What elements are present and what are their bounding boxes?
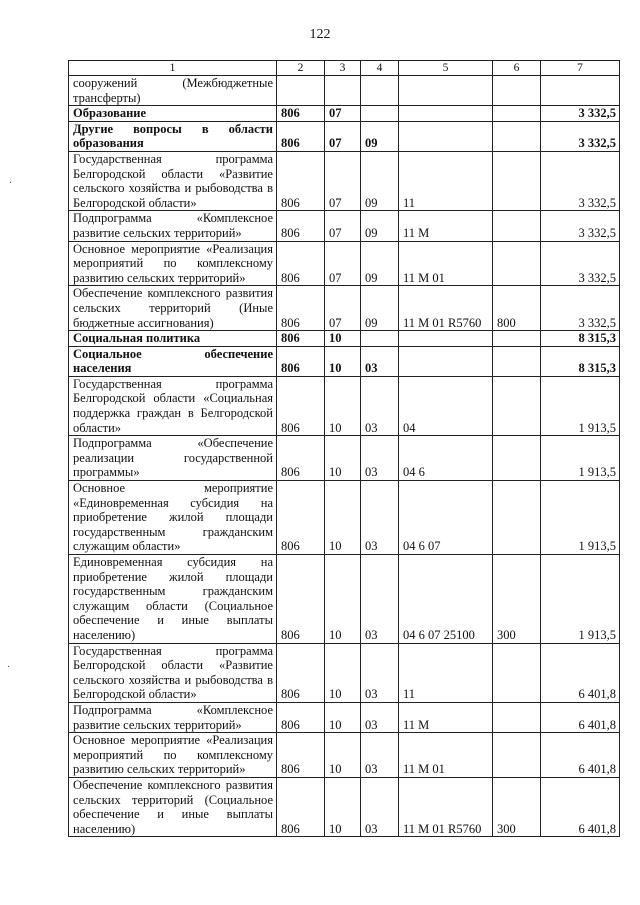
target-article-code: 11 М 01 bbox=[399, 733, 493, 778]
target-article-code: 04 6 bbox=[399, 436, 493, 481]
table-row bbox=[69, 481, 620, 555]
column-header: 5 bbox=[399, 61, 493, 76]
section-code: 10 bbox=[325, 436, 361, 481]
row-name: Подпрограмма «Комплексное развитие сельских территорий» bbox=[69, 702, 277, 732]
section-code: 07 bbox=[325, 211, 361, 241]
section-code bbox=[325, 76, 361, 106]
amount: 3 332,5 bbox=[541, 286, 620, 331]
ministry-code: 806 bbox=[277, 733, 325, 778]
expense-type-code: 800 bbox=[493, 286, 541, 331]
page-number: 122 bbox=[309, 27, 331, 42]
target-article-code: 11 М 01 bbox=[399, 241, 493, 286]
row-name: Основное мероприятие «Реализация мероприятий по комплексному развитию сельских территорий» bbox=[69, 241, 277, 286]
expense-type-code bbox=[493, 121, 541, 151]
subsection-code: 03 bbox=[361, 702, 399, 732]
ministry-code: 806 bbox=[277, 643, 325, 702]
table-row bbox=[69, 121, 620, 151]
expense-type-code bbox=[493, 436, 541, 481]
subsection-code: 09 bbox=[361, 211, 399, 241]
scan-mark: · bbox=[7, 662, 11, 673]
row-name: Обеспечение комплексного развития сельских территорий (Иные бюджетные ассигнования) bbox=[69, 286, 277, 331]
subsection-code: 03 bbox=[361, 436, 399, 481]
column-header: 6 bbox=[493, 61, 541, 76]
subsection-code: 09 bbox=[361, 241, 399, 286]
expense-type-code bbox=[493, 376, 541, 435]
target-article-code bbox=[399, 121, 493, 151]
column-header: 4 bbox=[361, 61, 399, 76]
ministry-code: 806 bbox=[277, 555, 325, 644]
amount: 6 401,8 bbox=[541, 643, 620, 702]
table-row bbox=[69, 436, 620, 481]
expense-type-code: 300 bbox=[493, 555, 541, 644]
column-header: 2 bbox=[277, 61, 325, 76]
amount: 3 332,5 bbox=[541, 241, 620, 286]
table-row bbox=[69, 643, 620, 702]
subsection-code: 03 bbox=[361, 346, 399, 376]
expense-type-code bbox=[493, 331, 541, 347]
row-name: Образование bbox=[69, 106, 277, 122]
target-article-code bbox=[399, 346, 493, 376]
amount: 8 315,3 bbox=[541, 346, 620, 376]
ministry-code: 806 bbox=[277, 346, 325, 376]
row-name: Основное мероприятие «Реализация мероприятий по комплексному развитию сельских территорий» bbox=[69, 733, 277, 778]
table-row bbox=[69, 151, 620, 210]
target-article-code: 11 М bbox=[399, 702, 493, 732]
subsection-code: 09 bbox=[361, 151, 399, 210]
expense-type-code bbox=[493, 106, 541, 122]
subsection-code: 03 bbox=[361, 481, 399, 555]
amount: 1 913,5 bbox=[541, 376, 620, 435]
amount: 6 401,8 bbox=[541, 777, 620, 836]
target-article-code: 04 6 07 bbox=[399, 481, 493, 555]
ministry-code: 806 bbox=[277, 106, 325, 122]
column-header: 1 bbox=[69, 61, 277, 76]
target-article-code: 11 М 01 R5760 bbox=[399, 286, 493, 331]
section-code: 10 bbox=[325, 481, 361, 555]
row-name: Обеспечение комплексного развития сельских территорий (Социальное обеспечение и иные выплаты населению) bbox=[69, 777, 277, 836]
subsection-code bbox=[361, 331, 399, 347]
row-name: Основное мероприятие «Единовременная субсидия на приобретение жилой площади государственным гражданским служащим области» bbox=[69, 481, 277, 555]
amount: 8 315,3 bbox=[541, 331, 620, 347]
section-code: 07 bbox=[325, 121, 361, 151]
row-name: Государственная программа Белгородской области «Социальная поддержка граждан в Белгородской области» bbox=[69, 376, 277, 435]
ministry-code bbox=[277, 76, 325, 106]
amount: 3 332,5 bbox=[541, 211, 620, 241]
amount bbox=[541, 76, 620, 106]
subsection-code: 03 bbox=[361, 777, 399, 836]
table-row bbox=[69, 331, 620, 347]
ministry-code: 806 bbox=[277, 151, 325, 210]
ministry-code: 806 bbox=[277, 331, 325, 347]
section-code: 10 bbox=[325, 733, 361, 778]
ministry-code: 806 bbox=[277, 241, 325, 286]
expense-type-code bbox=[493, 733, 541, 778]
subsection-code: 09 bbox=[361, 121, 399, 151]
expense-type-code bbox=[493, 481, 541, 555]
amount: 3 332,5 bbox=[541, 151, 620, 210]
target-article-code: 11 bbox=[399, 151, 493, 210]
target-article-code: 04 bbox=[399, 376, 493, 435]
target-article-code: 04 6 07 25100 bbox=[399, 555, 493, 644]
table-row bbox=[69, 733, 620, 778]
amount: 1 913,5 bbox=[541, 555, 620, 644]
budget-table-body bbox=[69, 76, 620, 837]
section-code: 10 bbox=[325, 331, 361, 347]
section-code: 07 bbox=[325, 106, 361, 122]
target-article-code: 11 М 01 R5760 bbox=[399, 777, 493, 836]
expense-type-code bbox=[493, 346, 541, 376]
expense-type-code bbox=[493, 643, 541, 702]
subsection-code: 03 bbox=[361, 733, 399, 778]
ministry-code: 806 bbox=[277, 777, 325, 836]
row-name: Подпрограмма «Обеспечение реализации государственной программы» bbox=[69, 436, 277, 481]
subsection-code: 03 bbox=[361, 643, 399, 702]
amount: 1 913,5 bbox=[541, 436, 620, 481]
table-row bbox=[69, 376, 620, 435]
section-code: 07 bbox=[325, 151, 361, 210]
section-code: 10 bbox=[325, 643, 361, 702]
subsection-code bbox=[361, 106, 399, 122]
table-row bbox=[69, 241, 620, 286]
expense-type-code: 300 bbox=[493, 777, 541, 836]
table-row bbox=[69, 211, 620, 241]
target-article-code bbox=[399, 331, 493, 347]
table-row bbox=[69, 702, 620, 732]
row-name: Социальное обеспечение населения bbox=[69, 346, 277, 376]
expense-type-code bbox=[493, 151, 541, 210]
subsection-code: 09 bbox=[361, 286, 399, 331]
section-code: 10 bbox=[325, 777, 361, 836]
row-name: Государственная программа Белгородской области «Развитие сельского хозяйства и рыбоводства в Белгородской области» bbox=[69, 643, 277, 702]
table-header-row bbox=[69, 61, 620, 76]
ministry-code: 806 bbox=[277, 481, 325, 555]
subsection-code: 03 bbox=[361, 376, 399, 435]
ministry-code: 806 bbox=[277, 121, 325, 151]
row-name: Подпрограмма «Комплексное развитие сельских территорий» bbox=[69, 211, 277, 241]
expense-type-code bbox=[493, 76, 541, 106]
expense-type-code bbox=[493, 702, 541, 732]
target-article-code: 11 М bbox=[399, 211, 493, 241]
section-code: 10 bbox=[325, 376, 361, 435]
row-name: сооружений (Межбюджетные трансферты) bbox=[69, 76, 277, 106]
scan-mark: · bbox=[9, 178, 13, 189]
table-row bbox=[69, 286, 620, 331]
amount: 3 332,5 bbox=[541, 121, 620, 151]
subsection-code: 03 bbox=[361, 555, 399, 644]
expense-type-code bbox=[493, 211, 541, 241]
row-name: Социальная политика bbox=[69, 331, 277, 347]
section-code: 10 bbox=[325, 346, 361, 376]
table-row bbox=[69, 76, 620, 106]
ministry-code: 806 bbox=[277, 286, 325, 331]
row-name: Единовременная субсидия на приобретение жилой площади государственным гражданским служащим области (Социальное обеспечение и иные выплаты населению) bbox=[69, 555, 277, 644]
row-name: Государственная программа Белгородской области «Развитие сельского хозяйства и рыбоводства в Белгородской области» bbox=[69, 151, 277, 210]
ministry-code: 806 bbox=[277, 436, 325, 481]
expense-type-code bbox=[493, 241, 541, 286]
amount: 1 913,5 bbox=[541, 481, 620, 555]
amount: 6 401,8 bbox=[541, 702, 620, 732]
section-code: 10 bbox=[325, 555, 361, 644]
budget-table bbox=[68, 60, 620, 837]
ministry-code: 806 bbox=[277, 211, 325, 241]
target-article-code bbox=[399, 106, 493, 122]
section-code: 07 bbox=[325, 241, 361, 286]
column-header: 3 bbox=[325, 61, 361, 76]
table-row bbox=[69, 777, 620, 836]
amount: 3 332,5 bbox=[541, 106, 620, 122]
table-row bbox=[69, 106, 620, 122]
amount: 6 401,8 bbox=[541, 733, 620, 778]
target-article-code: 11 bbox=[399, 643, 493, 702]
column-header: 7 bbox=[541, 61, 620, 76]
table-row bbox=[69, 346, 620, 376]
section-code: 10 bbox=[325, 702, 361, 732]
ministry-code: 806 bbox=[277, 702, 325, 732]
table-row bbox=[69, 555, 620, 644]
section-code: 07 bbox=[325, 286, 361, 331]
target-article-code bbox=[399, 76, 493, 106]
ministry-code: 806 bbox=[277, 376, 325, 435]
row-name: Другие вопросы в области образования bbox=[69, 121, 277, 151]
subsection-code bbox=[361, 76, 399, 106]
